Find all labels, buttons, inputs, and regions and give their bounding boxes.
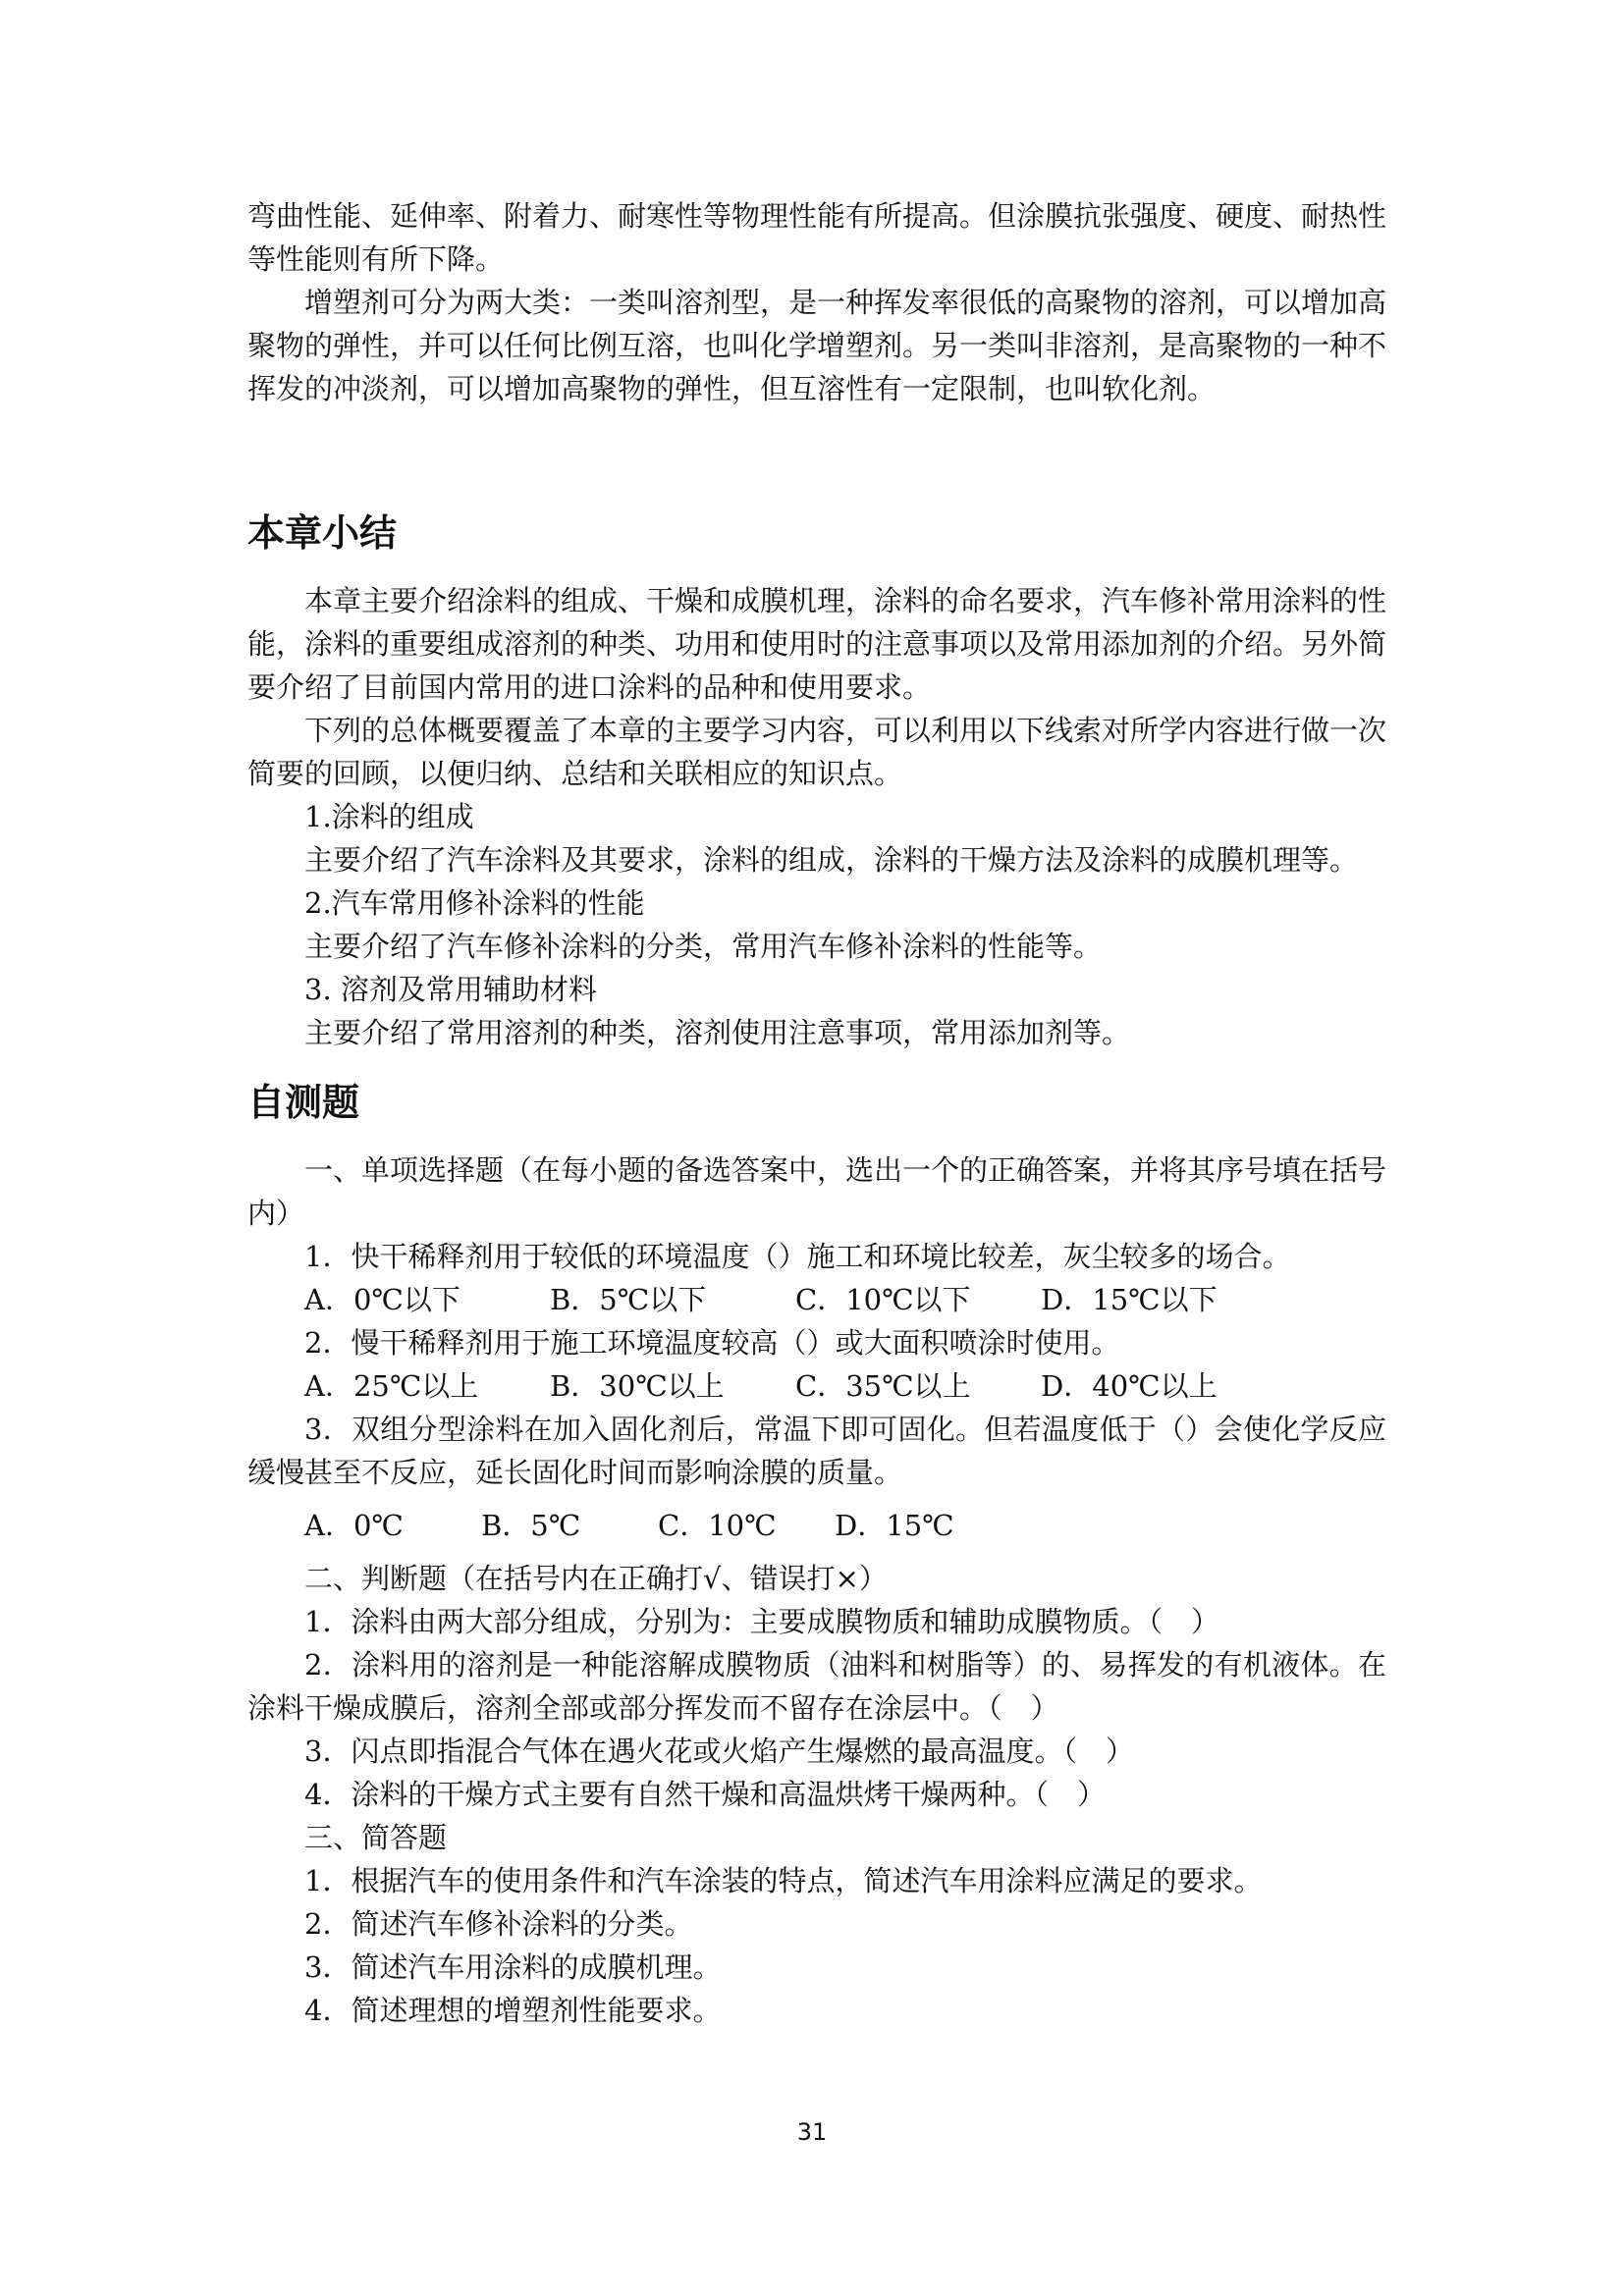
question-2-options — [247, 1364, 1386, 1408]
question-3: 3．双组分型涂料在加入固化剂后，常温下即可固化。但若温度低于（）会使化学反应缓慢甚至不反应，延长固化时间而影响涂膜的质量。 — [247, 1413, 1386, 1489]
page-number: 31 — [796, 2118, 828, 2146]
option-c: C．35℃以上 — [795, 1369, 971, 1403]
option-c: C．10℃以下 — [795, 1283, 971, 1316]
short-answer-item: 1．根据汽车的使用条件和汽车涂装的特点，简述汽车用涂料应满足的要求。 — [304, 1864, 1263, 1897]
section3-title: 三、简答题 — [304, 1821, 448, 1854]
option-d: D．40℃以上 — [1041, 1369, 1218, 1403]
summary-item-text: 主要介绍了常用溶剂的种类，溶剂使用注意事项，常用添加剂等。 — [304, 1016, 1131, 1049]
judgment-item: 3．闪点即指混合气体在遇火花或火焰产生爆燃的最高温度。（ ） — [304, 1735, 1134, 1768]
summary-item-title: 2.汽车常用修补涂料的性能 — [304, 886, 645, 920]
option-a: A．0℃以下 — [304, 1283, 460, 1316]
option-a: A．0℃ — [304, 1509, 404, 1542]
selftest-heading: 自测题 — [247, 1081, 360, 1124]
section1-title: 一、单项选择题（在每小题的备选答案中，选出一个的正确答案，并将其序号填在括号内） — [247, 1153, 1387, 1230]
option-b: B．5℃ — [481, 1509, 581, 1542]
summary-item-text: 主要介绍了汽车修补涂料的分类，常用汽车修补涂料的性能等。 — [304, 930, 1103, 963]
judgment-item: 4．涂料的干燥方式主要有自然干燥和高温烘烤干燥两种。（ ） — [304, 1778, 1106, 1811]
summary-item-title: 1.涂料的组成 — [304, 800, 474, 833]
summary-paragraph-1: 本章主要介绍涂料的组成、干燥和成膜机理，涂料的命名要求，汽车修补常用涂料的性能，涂料的重要组成溶剂的种类、功用和使用时的注意事项以及常用添加剂的介绍。另外简要介绍了目前国内常用的进口涂料的品种和使用要求。 — [247, 584, 1387, 704]
intro-paragraph-2: 增塑剂可分为两大类：一类叫溶剂型，是一种挥发率很低的高聚物的溶剂，可以增加高聚物的弹性，并可以任何比例互溶，也叫化学增塑剂。另一类叫非溶剂，是高聚物的一种不挥发的冲淡剂，可以增加高聚物的弹性，但互溶性有一定限制，也叫软化剂。 — [247, 286, 1387, 405]
short-answer-item: 2．简述汽车修补涂料的分类。 — [304, 1907, 693, 1941]
option-d: D．15℃以下 — [1041, 1283, 1218, 1316]
judgment-item: 1．涂料由两大部分组成，分别为：主要成膜物质和辅助成膜物质。（ ） — [304, 1605, 1219, 1638]
summary-item-title: 3. 溶剂及常用辅助材料 — [304, 973, 597, 1006]
question-1-options — [247, 1278, 1386, 1321]
option-c: C．10℃ — [658, 1509, 777, 1542]
judgment-item: 2．涂料用的溶剂是一种能溶解成膜物质（油料和树脂等）的、易挥发的有机液体。在涂料干燥成膜后，溶剂全部或部分挥发而不留存在涂层中。（ ） — [247, 1648, 1386, 1725]
summary-paragraph-2: 下列的总体概要覆盖了本章的主要学习内容，可以利用以下线索对所学内容进行做一次简要的回顾，以便归纳、总结和关联相应的知识点。 — [247, 714, 1387, 790]
section2-title: 二、判断题（在括号内在正确打√、错误打×） — [304, 1562, 888, 1595]
summary-item-text: 主要介绍了汽车涂料及其要求，涂料的组成，涂料的干燥方法及涂料的成膜机理等。 — [304, 843, 1359, 877]
short-answer-item: 3．简述汽车用涂料的成膜机理。 — [304, 1950, 722, 1984]
option-d: D．15℃ — [835, 1509, 954, 1542]
option-a: A．25℃以上 — [304, 1369, 479, 1403]
intro-paragraph-1: 弯曲性能、延伸率、附着力、耐寒性等物理性能有所提高。但涂膜抗张强度、硬度、耐热性等性能则有所下降。 — [247, 199, 1387, 276]
question-3-options — [247, 1504, 1386, 1547]
summary-heading: 本章小结 — [247, 511, 398, 555]
page-content — [247, 194, 1386, 2032]
question-2: 2．慢干稀释剂用于施工环境温度较高（）或大面积喷涂时使用。 — [304, 1326, 1120, 1360]
option-b: B．5℃以下 — [550, 1283, 707, 1316]
option-b: B．30℃以上 — [550, 1369, 725, 1403]
question-1: 1．快干稀释剂用于较低的环境温度（）施工和环境比较差，灰尘较多的场合。 — [304, 1240, 1291, 1273]
short-answer-item: 4．简述理想的增塑剂性能要求。 — [304, 1994, 722, 2027]
